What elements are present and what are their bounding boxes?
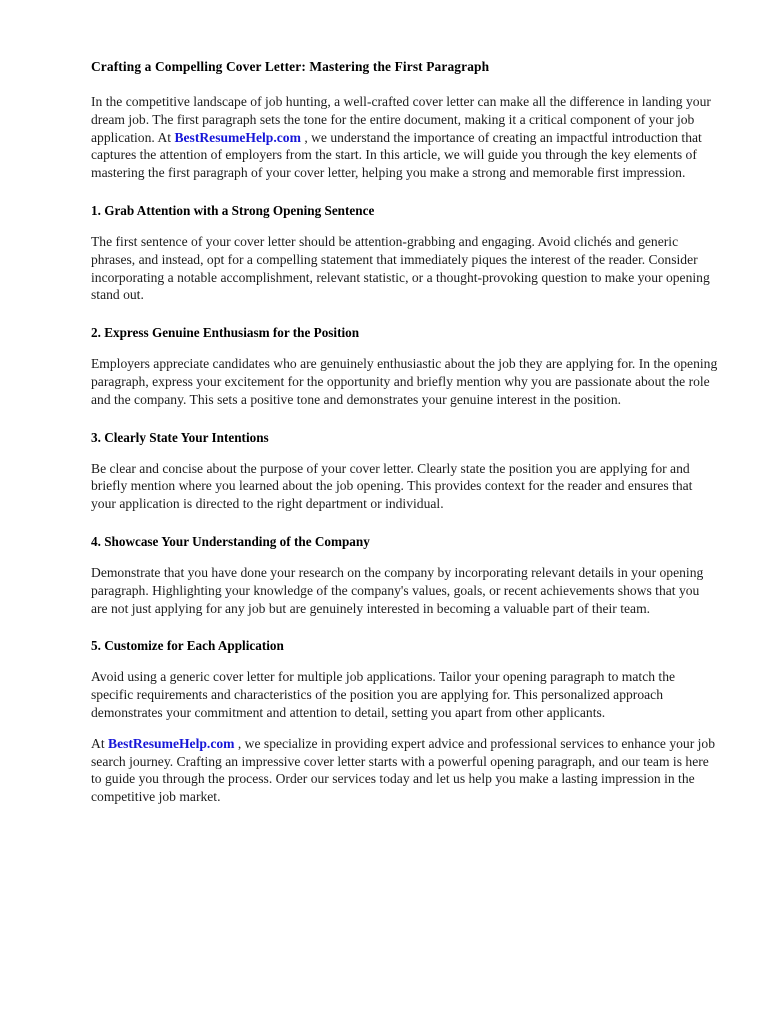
section-body-2: Employers appreciate candidates who are genuinely enthusiastic about the job they are applying for. In the opening paragraph, express your excitement for the opportunity and briefly mention why you are passionate about the role and the company. This sets a positive tone and demonstrates your genuine interest in the position. — [91, 356, 718, 407]
section-body-3: Be clear and concise about the purpose of your cover letter. Clearly state the position you are applying for and briefly mention where you learned about the job opening. This provides context for the reader and ensures that your application is directed to the right department or individual. — [91, 460, 693, 512]
brand-link-intro[interactable]: BestResumeHelp.com — [174, 129, 301, 145]
section-heading-1: 1. Grab Attention with a Strong Opening Sentence — [91, 202, 375, 218]
document-body — [91, 58, 718, 806]
intro-paragraph — [91, 93, 718, 182]
section-heading-3: 3. Clearly State Your Intentions — [91, 429, 269, 445]
intro-text-after-link: , we understand the importance of creating an impactful introduction that captures the attention of employers from the start. In this article, we will guide you through the key elements of mastering the first paragraph of your cover letter, helping you make a strong and memorable first impression. — [91, 129, 702, 181]
section-body-5: Avoid using a generic cover letter for multiple job applications. Tailor your opening paragraph to match the specific requirements and characteristics of the position you are applying for. This personalized approach demonstrates your commitment and attention to detail, setting you apart from other applicants. — [91, 669, 676, 720]
intro-text-before-link: In the competitive landscape of job hunting, a well-crafted cover letter can make all the difference in landing your dream job. The first paragraph sets the tone for the entire document, making it a critical component of your job application. At — [91, 94, 711, 145]
page-title: Crafting a Compelling Cover Letter: Mastering the First Paragraph — [91, 59, 490, 74]
section-body-4: Demonstrate that you have done your research on the company by incorporating relevant details in your opening paragraph. Highlighting your knowledge of the company's values, goals, or recent achievements shows that you are not just applying for any job but are genuinely interested in becoming a valuable part of their team. — [91, 564, 704, 616]
closing-text-before-link: At — [91, 735, 108, 751]
section-heading-2: 2. Express Genuine Enthusiasm for the Position — [91, 325, 360, 341]
brand-link-closing[interactable]: BestResumeHelp.com — [108, 735, 235, 751]
section-heading-5: 5. Customize for Each Application — [91, 638, 284, 654]
section-body-1: The first sentence of your cover letter should be attention-grabbing and engaging. Avoid clichés and generic phrases, and instead, opt for a compelling statement that immediately piques the interest of the reader. Consider incorporating a notable accomplishment, relevant statistic, or a thought-provoking question to make your opening stand out. — [91, 233, 710, 303]
section-heading-4: 4. Showcase Your Understanding of the Company — [91, 533, 370, 549]
closing-paragraph — [91, 735, 718, 806]
closing-text-after-link: , we specialize in providing expert advice and professional services to enhance your job search journey. Crafting an impressive cover letter starts with a powerful opening paragraph, and our team is here to guide you through the process. Order our services today and let us help you make a lasting impression in the competitive job market. — [91, 735, 716, 805]
